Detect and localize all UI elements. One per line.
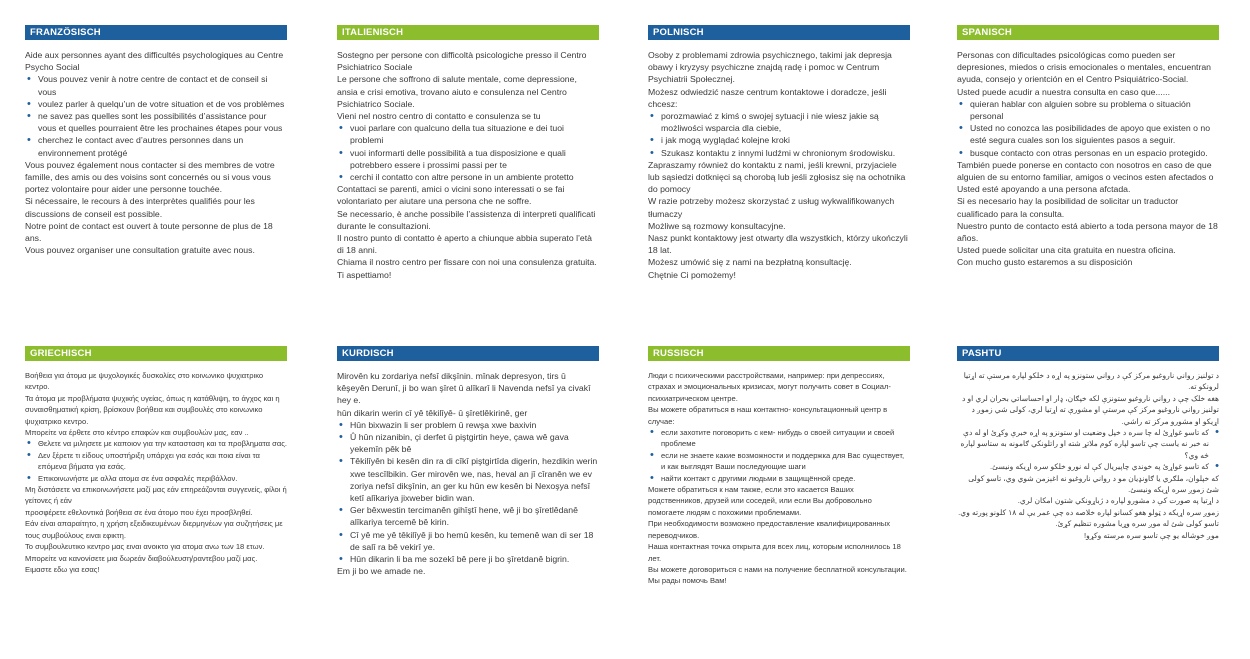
paragraph: زموږ سره اړيکه د ټولو هغو کسانو لپاره خلاصه ده چې عمر يې له ۱۸ کلونو پورته وي. bbox=[958, 507, 1219, 517]
paragraph: Nuestro punto de contacto está abierto a toda persona mayor de 18 años. bbox=[957, 220, 1218, 244]
paragraph: Вы можете договориться с нами на получение бесплатной консультации. bbox=[648, 564, 907, 574]
section-body bbox=[25, 361, 287, 575]
bullet-item: • если не знаете какие возможности и поддержка для Вас существует, и как выглядят Ваши последующие шаги bbox=[648, 450, 910, 473]
bullet-item: • که تاسو غواړئ په خوندي چاپيريال کې له نورو خلکو سره اړيکه ونيسئ. bbox=[957, 461, 1219, 472]
paragraph: Vous pouvez organiser une consultation gratuite avec nous. bbox=[25, 245, 255, 256]
bullet-item: • voulez parler à quelqu’un de votre situation et de vos problèmes bbox=[25, 98, 287, 110]
paragraph: هغه خلک چې د رواني ناروغيو ستونزې لکه خپګان، ډار او احساساتي بحران لري او د تولنيز رواني ناروغيو مرکز کې مرستې او مشورې ته اړتيا لري، کولی شي زموږ د اړيکو او مشورو مرکز ته راشي. bbox=[962, 393, 1219, 426]
paragraph: Contattaci se parenti, amici o vicini sono interessati o se fai volontariato per aiutare una persona che ne soffre. bbox=[337, 184, 565, 207]
paragraph: Chętnie Ci pomożemy! bbox=[648, 269, 736, 280]
paragraph: Osoby z problemami zdrowia psychicznego, takimi jak depresja obawy i kryzysy psychiczne znajdą radę i pomoc w Centrum Psychiatrii Społecznej. bbox=[648, 50, 892, 85]
bullet-item: • busque contacto con otras personas en un espacio protegido. bbox=[957, 147, 1219, 159]
paragraph: También puede ponerse en contacto con nosotros en caso de que alguien de su entorno familiar, amigos o vecinos esten afectados o Usted esté apoyando a una persona afctada. bbox=[957, 159, 1214, 195]
paragraph: При необходимости возможно предоставление квалифицированных переводчиков. bbox=[648, 519, 891, 540]
paragraph: Можете обратиться к нам также, если это касается Ваших родственников, друзей или соседей, или если Вы добровольно помогаете людям с похожими проблемами. bbox=[648, 485, 872, 517]
paragraph: Chiama il nostro centro per fissare con noi una consulenza gratuita. bbox=[337, 257, 597, 268]
paragraph: Sostegno per persone con difficoltà psicologiche presso il Centro Psichiatrico Sociale bbox=[337, 50, 587, 73]
panel-pashto bbox=[957, 346, 1219, 541]
paragraph: hûn dikarin werin cî yê têkilîyê- û şîretlêkirinê, ger bbox=[337, 407, 528, 418]
bullet-list bbox=[337, 419, 599, 565]
bullet-list bbox=[648, 110, 910, 159]
bullet-item: • Têkilîyên bi kesên din ra di cîkî piştgirtîda digerin, hezdikin werin xwe tescîlbikin. Ger mirovên we, nas, heval an jî cîranên we ev zoriya nefsî dikşînin, an ger ku hûn ew kesên bi Nexoşya nefsî ketî alîkariya jixweber bidin wan. bbox=[337, 455, 599, 504]
bullet-item: • porozmawiać z kimś o swojej sytuacji i nie wiesz jakie są możliwości wsparcia dla ciebie, bbox=[648, 110, 910, 134]
bullet-item: • если захотите поговорить с кем- нибудь о своей ситуации и своей проблеме bbox=[648, 427, 910, 450]
bullet-item: • найти контакт с другими людьми в защищённой среде. bbox=[648, 473, 910, 484]
section-header: RUSSISCH bbox=[648, 346, 910, 361]
section-header: SPANISCH bbox=[957, 25, 1219, 40]
section-body bbox=[957, 40, 1219, 269]
bullet-item: • Szukasz kontaktu z innymi ludźmi w chronionym środowisku. bbox=[648, 147, 910, 159]
bullet-list bbox=[25, 73, 287, 158]
paragraph: تاسو کولی شئ له موږ سره وړيا مشوره تنظيم کړئ. bbox=[1055, 519, 1219, 529]
paragraph: Personas con dificultades psicológicas como pueden ser depresiones, miedos o crisis emocionales o mentales, encuentran ayuda, consejo y orientción en el Centro Psiquiátrico-Social. bbox=[957, 50, 1212, 85]
paragraph: Ti aspettiamo! bbox=[337, 269, 392, 280]
bullet-item: • cerchi il contatto con altre persone in un ambiente protetto bbox=[337, 171, 599, 183]
bullet-item: • quieran hablar con alguien sobre su problema o situación personal bbox=[957, 98, 1219, 122]
paragraph: Em ji bo we amade ne. bbox=[337, 566, 426, 577]
section-body bbox=[25, 40, 287, 256]
bullet-item: • vuoi parlare con qualcuno della tua situazione e dei tuoi problemi bbox=[337, 122, 599, 146]
paragraph: Μπορείτε να έρθετε στο κέντρο επαφών και συμβουλών μας, εαν .. bbox=[25, 428, 249, 438]
section-header: KURDISCH bbox=[337, 346, 599, 361]
bullet-item: • Cî yê me yê têkilîyê ji bo hemû kesên, ku temenê wan di ser 18 de salî ra bê vekirî ye. bbox=[337, 529, 599, 553]
paragraph: Μη διστάσετε να επικοινωνήσετε μαζί μας εάν επηρεάζονται συγγενείς, φίλοι ή γείτονες ή εάν bbox=[25, 485, 287, 506]
paragraph: Se necessario, è anche possibile l’assistenza di interpreti qualificati durante le consultazioni. bbox=[337, 208, 596, 231]
paragraph: W razie potrzeby możesz skorzystać z usług wykwalifikowanych tłumaczy bbox=[648, 196, 895, 219]
bullet-item: • Hûn dikarin li ba me sozekî bê pere ji bo şîretdanê bigrin. bbox=[337, 553, 599, 565]
panel-spanish bbox=[957, 25, 1219, 269]
paragraph: Con mucho gusto estaremos a su disposición bbox=[957, 257, 1133, 268]
paragraph: Το συμβουλευτικο κεντρο μας ειναι ανοικτο για ατομα ανω των 18 ετων. bbox=[25, 542, 265, 552]
bullet-item: • Hûn bixwazin li ser problem û rewşa xwe baxivin bbox=[337, 419, 599, 431]
panel-russian bbox=[648, 346, 910, 587]
panel-italian bbox=[337, 25, 599, 281]
paragraph: Nasz punkt kontaktowy jest otwarty dla wszystkich, którzy ukończyli 18 lat. bbox=[648, 233, 908, 256]
bullet-item: • که تاسو غواړئ له چا سره د خپل وضعيت او ستونزو په اړه خبرې وکړئ او له دې نه خبر نه ياست چې تاسو لپاره کوم ملاتړ شته او راتلونکي ګامونه به ستاسو لپاره څه وي؟ bbox=[957, 427, 1219, 461]
paragraph: Βοήθεια για άτομα με ψυχολογικές δυσκολίες στο κοινωνικο ψυχιατρικο κεντρο. bbox=[25, 371, 264, 392]
panel-greek bbox=[25, 346, 287, 575]
paragraph: Τα άτομα με προβλήματα ψυχικής υγείας, όπως η κατάθλιψη, το άγχος και η συναισθηματική κρίση, βρίσκουν βοήθεια και συμβουλές στο κοινωνικο ψυχιατρικο κεντρο. bbox=[25, 393, 280, 426]
paragraph: Vieni nel nostro centro di contatto e consulenza se tu bbox=[337, 111, 541, 122]
bullet-item: • Θελετε να μιλησετε με καποιον για την κατασταση και τα προβληματα σας. bbox=[25, 438, 287, 449]
section-header: POLNISCH bbox=[648, 25, 910, 40]
section-header: FRANZÖSISCH bbox=[25, 25, 287, 40]
bullet-list bbox=[337, 122, 599, 183]
paragraph: Мы рады помочь Вам! bbox=[648, 576, 727, 586]
bullet-list bbox=[957, 98, 1219, 159]
paragraph: Notre point de contact est ouvert à toute personne de plus de 18 ans. bbox=[25, 220, 273, 244]
paragraph: Si nécessaire, le recours à des interprètes qualifiés pour les discussions de conseil est possible. bbox=[25, 196, 255, 219]
paragraph: Le persone che soffrono di salute mentale, come depressione, ansia e crisi emotiva, trovano aiuto e consulenza nel Centro Psichiatrico Sociale. bbox=[337, 74, 577, 109]
panel-polish bbox=[648, 25, 910, 281]
panel-french bbox=[25, 25, 287, 256]
section-header: ITALIENISCH bbox=[337, 25, 599, 40]
paragraph: Люди с психическими расстройствами, например: при депрессиях, страхах и эмоциональных кризисах, могут получить совет в Социал- психиатрическом центре. bbox=[648, 371, 891, 403]
paragraph: Ειμαστε εδω για εσας! bbox=[25, 564, 100, 574]
bullet-item: • Ger bêxwestin tercimanên gihîştî hene, wê ji bo şîretlêdanê alîkariya tercemê bê kirin. bbox=[337, 504, 599, 528]
panel-kurdish bbox=[337, 346, 599, 577]
bullet-item: • Δεν ξέρετε τι είδους υποστήριξη υπάρχει για εσάς και ποια είναι τα επόμενα βήματα για εσάς. bbox=[25, 450, 287, 473]
bullet-item: • Επικοινωνήστε με αλλα ατομα σε ένα ασφαλές περιβάλλον. bbox=[25, 473, 287, 484]
paragraph: Usted puede solicitar una cita gratuita en nuestra oficina. bbox=[957, 245, 1176, 256]
paragraph: Usted puede acudir a nuestra consulta en caso que...... bbox=[957, 86, 1170, 97]
paragraph: که خپلوان، ملګري يا ګاونډيان مو د رواني ناروغيو نه اغېزمن شوي وي، تاسو کولی شئ زموږ سره اړيکه ونيسئ. bbox=[968, 473, 1219, 495]
paragraph: Mirovên ku zordariya nefsî dikşînin. mînak depresyon, tirs û kêşeyên Derunî, ji bo wan şîret û alîkarî li Navenda nefsî ya civakî hey e. bbox=[337, 371, 591, 406]
section-body bbox=[337, 40, 599, 281]
paragraph: Вы можете обратиться в наш контактно- консультационный центр в случае: bbox=[648, 405, 888, 426]
section-body bbox=[957, 361, 1219, 541]
paragraph: προσφέρετε εθελοντικά βοήθεια σε ένα άτομο που έχει προσβληθεί. bbox=[25, 507, 253, 517]
paragraph: Zapraszamy również do kontaktu z nami, jeśli krewni, przyjaciele lub sąsiedzi dotknięci są chorobą lub jeśli zgłosisz się na ochotnika do pomocy bbox=[648, 159, 906, 195]
paragraph: Si es necesario hay la posibilidad de solicitar un traductor cualificado para la consulta. bbox=[957, 196, 1179, 219]
bullet-item: • cherchez le contact avec d’autres personnes dans un environnement protégé bbox=[25, 134, 287, 158]
section-body bbox=[337, 361, 599, 577]
bullet-item: • vuoi informarti delle possibilità a tua disposizione e quali potrebbero essere i prossimi passi per te bbox=[337, 147, 599, 171]
bullet-list bbox=[648, 427, 910, 484]
paragraph: Il nostro punto di contatto è aperto a chiunque abbia superato l’età di 18 anni. bbox=[337, 233, 593, 256]
bullet-item: • Vous pouvez venir à notre centre de contact et de conseil si vous bbox=[25, 73, 287, 97]
bullet-item: • Usted no conozca las posibilidades de apoyo que existen o no esté segura cuales son los siguientes pasos a seguir. bbox=[957, 122, 1219, 146]
section-body bbox=[648, 361, 910, 587]
paragraph: Μπορείτε να κανονίσετε μια δωρεάν διαβούλευση/ραντεβου μαζί μας. bbox=[25, 553, 258, 563]
bullet-item: • Û hûn nizanibin, çi derfet û piştgirtin heye, çawa wê gava yekemîn pêk bê bbox=[337, 431, 599, 455]
paragraph: Εάν είναι απαραίτητο, η χρήση εξειδικευμένων διερμηνέων για συζητήσεις με τους συμβούλους ειναι εφικτη. bbox=[25, 519, 283, 540]
paragraph: Vous pouvez également nous contacter si des membres de votre famille, des amis ou des voisins sont concernés ou si vous vous portez volontaire pour aider une personne touchée. bbox=[25, 159, 275, 195]
bullet-list bbox=[25, 438, 287, 484]
bullet-item: • ne savez pas quelles sont les possibilités d’assistance pour vous et quelles pourraient être les prochaines étapes pour vous bbox=[25, 110, 287, 134]
paragraph: Możesz umówić się z nami na bezpłatną konsultację. bbox=[648, 257, 852, 268]
paragraph: موږ خوشاله يو چې تاسو سره مرسته وکړو! bbox=[1084, 530, 1219, 540]
paragraph: د تولنيز رواني ناروغيو مرکز کې د رواني ستونزو په اړه د خلکو لپاره مرستې ته اړتيا لرونکو ته. bbox=[963, 371, 1219, 392]
section-header: GRIECHISCH bbox=[25, 346, 287, 361]
paragraph: Наша контактная точка открыта для всех лиц, которым исполнилось 18 лет. bbox=[648, 542, 901, 563]
bullet-list bbox=[957, 427, 1219, 473]
section-body bbox=[648, 40, 910, 281]
paragraph: Możliwe są rozmowy konsultacyjne. bbox=[648, 220, 786, 231]
section-header: PASHTU bbox=[957, 346, 1219, 361]
paragraph: Aide aux personnes ayant des difficultés psychologiques au Centre Psycho Social bbox=[25, 50, 284, 73]
bullet-item: • i jak mogą wyglądać kolejne kroki bbox=[648, 134, 910, 146]
paragraph: Możesz odwiedzić nasze centrum kontaktowe i doradcze, jeśli chcesz: bbox=[648, 86, 887, 109]
paragraph: د اړتيا په صورت کې د مشورو لپاره د ژباړونکي شتون امکان لري. bbox=[1017, 496, 1219, 506]
